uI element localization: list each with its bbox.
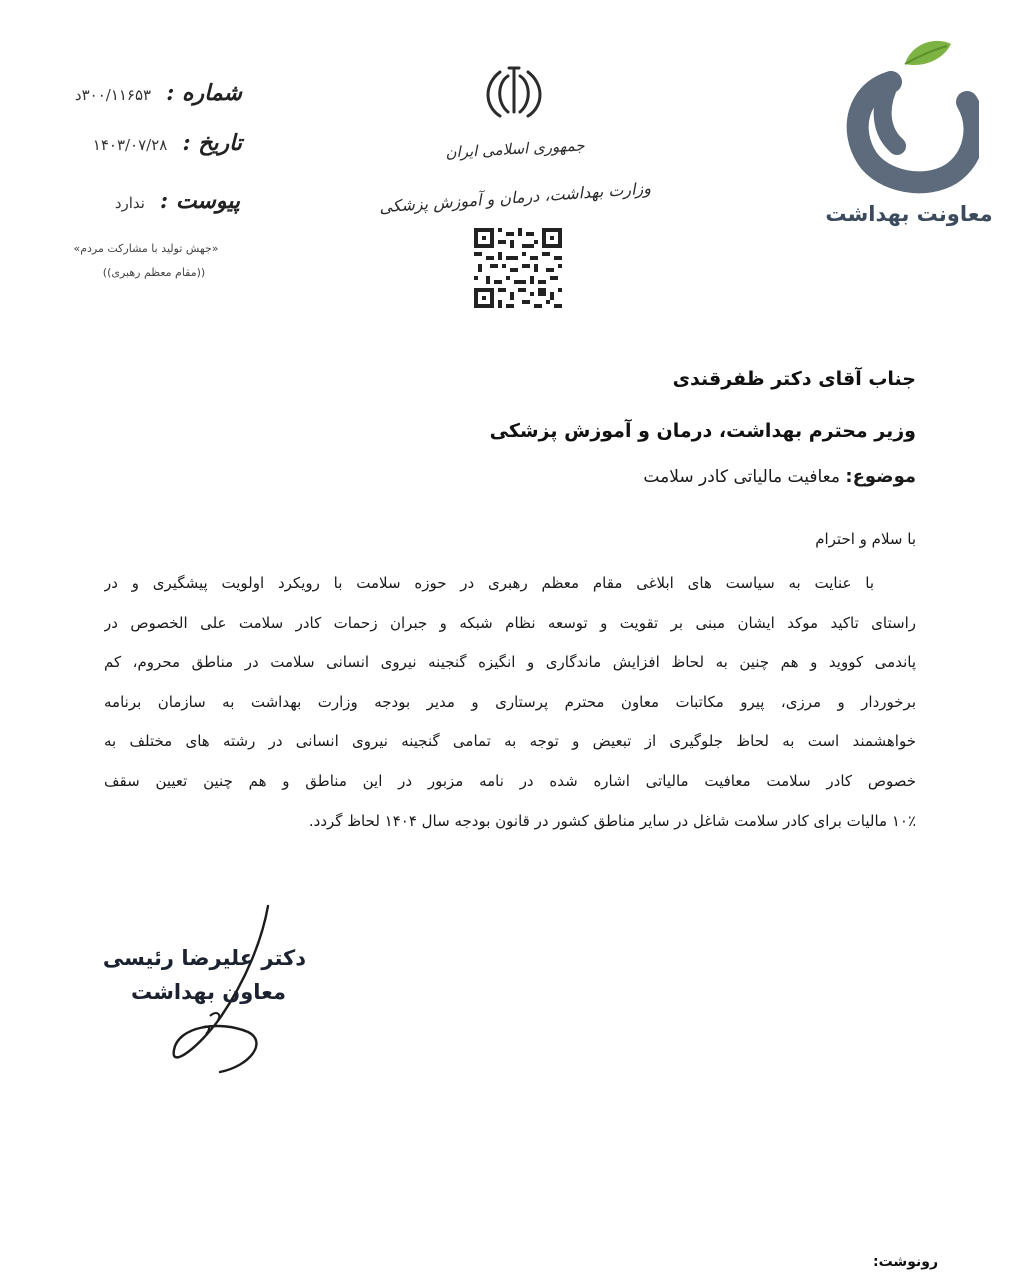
letter-attachment-value: ندارد	[114, 194, 145, 212]
greeting: با سلام و احترام	[815, 530, 916, 548]
logo-icon	[839, 34, 979, 194]
subject-line	[643, 466, 916, 487]
subject-value: معافیت مالیاتی کادر سلامت	[643, 467, 840, 487]
qr-code-icon	[474, 228, 562, 308]
body-line: خصوص کادر سلامت معافیت مالیاتی اشاره شده در نامه مزبور در این مناطق و هم چنین تعیین سقف	[104, 771, 916, 790]
signer-title: معاون بهداشت	[131, 980, 286, 1004]
letter-date	[72, 130, 242, 156]
letter-attachment	[100, 188, 240, 214]
country-title: جمهوری اسلامی ایران	[445, 136, 585, 162]
logo-caption: معاونت بهداشت	[825, 202, 993, 226]
addressee-name: جناب آقای دکتر ظفرقندی	[672, 368, 916, 390]
addressee-title: وزیر محترم بهداشت، درمان و آموزش پزشکی	[489, 420, 916, 442]
letter-body	[104, 564, 916, 841]
subject-label: موضوع:	[845, 466, 916, 487]
letter-attachment-label: پیوست :	[160, 188, 240, 214]
letter-number-label: شماره :	[166, 80, 242, 106]
letter-date-value: ۱۴۰۳/۰۷/۲۸	[92, 136, 168, 154]
signer-name: دکتر علیرضا رئیسی	[102, 946, 306, 970]
ministry-title: وزارت بهداشت، درمان و آموزش پزشکی	[378, 178, 652, 217]
letter-date-label: تاریخ :	[182, 130, 242, 156]
body-line: راستای تاکید موکد ایشان مبنی بر تقویت و توسعه نظام شبکه و جبران زحمات کادر سلامت علی الخصوص در	[104, 613, 916, 632]
body-line: با عنایت به سیاست های ابلاغی مقام معظم رهبری در حوزه سلامت با رویکرد اولویت پیشگیری و در	[104, 574, 874, 592]
cc-label: رونوشت:	[873, 1254, 938, 1270]
body-line: برخوردار و مرزی، پیرو مکاتبات معاون محترم پرستاری و مدیر بودجه وزارت بهداشت به سازمان برنامه	[104, 692, 916, 711]
letter-number	[72, 80, 242, 106]
body-line: ۱۰٪ مالیات برای کادر سلامت شاغل در سایر مناطق کشور در قانون بودجه سال ۱۴۰۴ لحاظ گردد.	[308, 811, 916, 830]
body-line: خواهشمند است به لحاظ جلوگیری از تبعیض و توجه به تمامی گنجینه نیروی انسانی در رشته های مختلف به	[104, 732, 916, 751]
body-line: پاندمی کووید و هم چنین به لحاظ افزایش ماندگاری و انگیزه گنجینه نیروی انسانی سلامت در مناطق محروم، کم	[104, 653, 916, 672]
motto-line: «جهش تولید با مشارکت مردم»	[73, 242, 219, 255]
iran-emblem-icon	[478, 62, 550, 122]
motto-attribution: ((مقام معظم رهبری))	[102, 266, 206, 279]
letter-number-value: ۳۰۰/۱۱۶۵۳د	[74, 86, 152, 104]
organization-logo	[818, 34, 1000, 240]
